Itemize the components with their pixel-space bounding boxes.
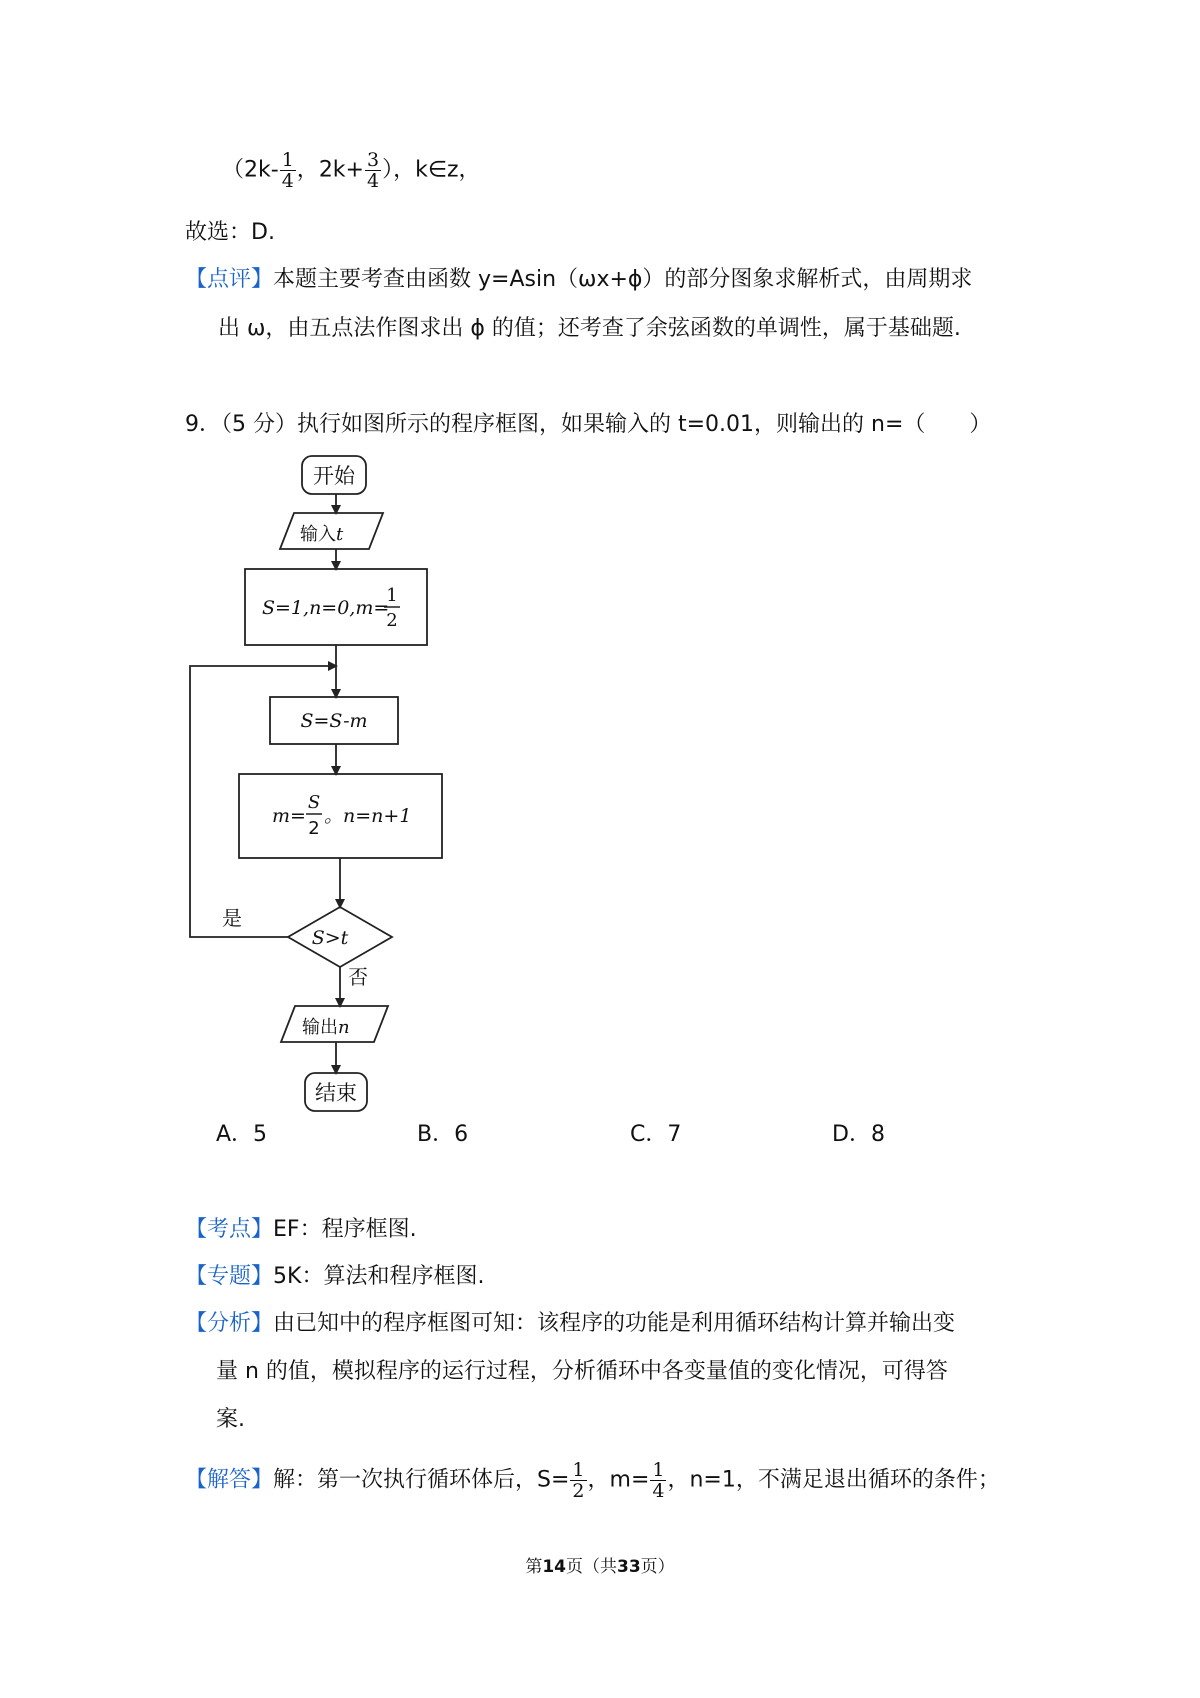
init-label: S=1,n=0,m= — [262, 597, 390, 619]
input-var: t — [336, 524, 344, 545]
fraction: $\frac{1}{4}$ — [652, 1459, 665, 1502]
comment-tag: 【点评】 — [185, 267, 274, 292]
svg-text:输入t — [300, 524, 344, 545]
zhuanti-line: 【专题】5K：算法和程序框图. — [185, 1264, 485, 1289]
comment-line-1: 【点评】本题主要考查由函数 y=Asin（ωx+ϕ）的部分图象求解析式，由周期求 — [185, 267, 973, 292]
jieda-tag: 【解答】 — [185, 1467, 274, 1493]
page-number: 14 — [542, 1557, 566, 1577]
page-total: 33 — [617, 1557, 641, 1577]
option-d: D．8 — [832, 1122, 885, 1147]
step1-label: S=S-m — [300, 710, 368, 732]
fenxi-line-2: 量 n 的值，模拟程序的运行过程，分析循环中各变量值的变化情况，可得答 — [216, 1359, 948, 1384]
option-b: B．6 — [417, 1122, 469, 1147]
fenxi-tag: 【分析】 — [185, 1311, 274, 1336]
no-label: 否 — [348, 965, 368, 989]
step2-frac-num: S — [307, 792, 321, 813]
end-label: 结束 — [315, 1081, 357, 1105]
output-var: n — [338, 1017, 350, 1038]
kaodian-line: 【考点】EF：程序框图. — [185, 1217, 417, 1242]
question-stem: 9．（5 分）执行如图所示的程序框图，如果输入的 t=0.01，则输出的 n=（ ） — [185, 412, 992, 437]
output-label: 输出 — [302, 1017, 338, 1038]
answer-choice: 故选：D. — [185, 220, 275, 245]
interval-line: （2k- $\frac{1}{4}$ ，2k+ $\frac{3}{4}$ ），k∈z， — [222, 149, 481, 192]
start-label: 开始 — [313, 464, 355, 488]
fraction: $\frac{1}{4}$ — [281, 149, 294, 192]
zhuanti-tag: 【专题】 — [185, 1264, 274, 1289]
option-c: C．7 — [630, 1122, 682, 1147]
fraction: $\frac{3}{4}$ — [366, 149, 380, 192]
fraction: $\frac{1}{2}$ — [572, 1459, 585, 1502]
init-frac-num: 1 — [386, 585, 398, 606]
fenxi-line-1: 【分析】由已知中的程序框图可知：该程序的功能是利用循环结构计算并输出变 — [185, 1311, 956, 1336]
fenxi-line-3: 案. — [216, 1407, 245, 1432]
option-a: A．5 — [216, 1122, 268, 1147]
yes-label: 是 — [222, 906, 242, 930]
comment-line-2: 出 ω，由五点法作图求出 ϕ 的值；还考查了余弦函数的单调性，属于基础题. — [218, 316, 961, 341]
step2-frac-den: 2 — [308, 818, 320, 839]
jieda-line: 【解答】解：第一次执行循环体后，S= $\frac{1}{2}$ ，m= $\frac{1}{4}$ ，n=1，不满足退出循环的条件； — [185, 1459, 1000, 1502]
decision-label: S>t — [311, 927, 349, 949]
step2-post: 。n=n+1 — [324, 805, 412, 827]
page-footer: 第14页（共33页） — [525, 1557, 675, 1577]
kaodian-tag: 【考点】 — [185, 1217, 274, 1242]
svg-text:输出n — [302, 1017, 350, 1038]
input-label: 输入 — [300, 524, 336, 545]
step2-pre: m= — [272, 805, 306, 827]
init-frac-den: 2 — [386, 610, 398, 631]
